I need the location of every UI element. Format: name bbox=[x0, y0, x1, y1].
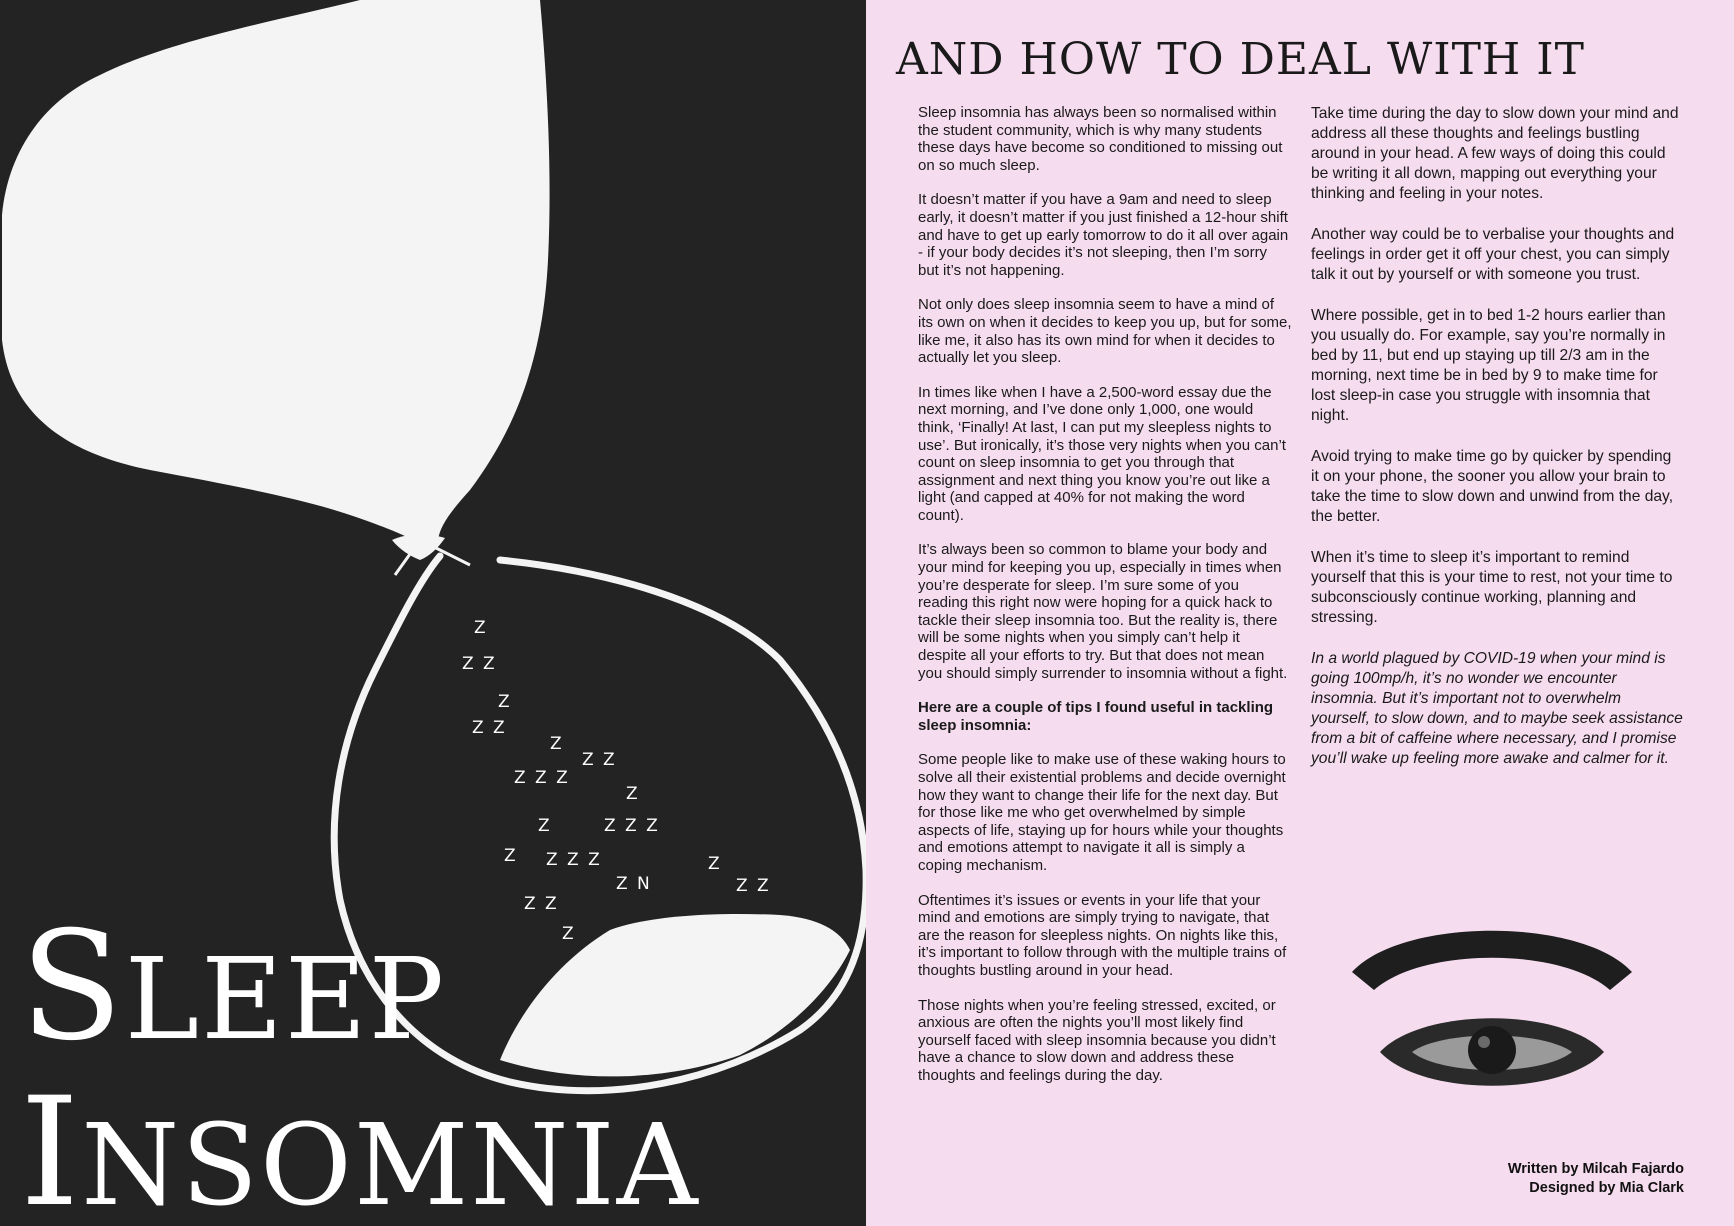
zzz-mark: Z bbox=[708, 854, 722, 874]
zzz-mark: Z Z Z bbox=[546, 850, 602, 870]
written-by: Written by Milcah Fajardo bbox=[1507, 1161, 1684, 1177]
designed-by: Designed by Mia Clark bbox=[1529, 1180, 1684, 1196]
zzz-mark: Z N bbox=[616, 874, 652, 894]
paragraph: It’s always been so common to blame your body and your mind for keeping you up, especially in times when you’re desperate for sleep. I’m sure some of you reading this right now were hoping for a quick hack to tackle their sleep insomnia too. But the reality is, there will be some nights when you simply can’t help it despite all your efforts to try. But that does not mean you should simply surrender to insomnia without a fight. bbox=[918, 541, 1288, 682]
paragraph: Some people like to make use of these waking hours to solve all their existential problems and decide overnight how they want to change their life for the next day. But for those like me who get overwhelmed by simple aspects of life, staying up for hours while your thoughts and emotions attempt to navigate it all is simply a coping mechanism. bbox=[918, 751, 1286, 874]
zzz-mark: Z Z Z bbox=[604, 816, 660, 836]
zzz-mark: Z Z bbox=[524, 894, 559, 914]
zzz-mark: Z Z bbox=[472, 718, 507, 738]
zzz-mark: Z Z bbox=[462, 654, 497, 674]
zzz-mark: Z Z Z bbox=[514, 768, 570, 788]
zzz-mark: Z bbox=[562, 924, 576, 944]
zzz-mark: Z bbox=[538, 816, 552, 836]
hourglass-sand-pile bbox=[500, 914, 850, 1076]
tips-heading: Here are a couple of tips I found useful in tackling sleep insomnia: bbox=[918, 699, 1274, 734]
zzz-mark: Z bbox=[504, 846, 518, 866]
paragraph: Where possible, get in to bed 1-2 hours earlier than you usually do. For example, say you’re normally in bed by 11, but end up staying up till 2/3 am in the morning, next time be in bed by 9 to make time for lost sleep-in case you struggle with insomnia that night. bbox=[1311, 307, 1666, 424]
article-column-2 bbox=[1311, 104, 1683, 790]
article-page bbox=[866, 0, 1734, 1226]
paragraph: Another way could be to verbalise your thoughts and feelings in order get it off your chest, you can simply talk it out by yourself or with someone you trust. bbox=[1311, 226, 1675, 283]
closing-paragraph: In a world plagued by COVID-19 when your mind is going 100mp/h, it’s no wonder we encounter insomnia. But it’s important not to overwhelm yourself, to slow down, and to maybe seek assistance from a bit of caffeine where necessary, and I promise you’ll wake up feeling more awake and calmer for it. bbox=[1311, 650, 1683, 767]
credits bbox=[1508, 1160, 1684, 1198]
zzz-mark: Z Z bbox=[736, 876, 771, 896]
zzz-mark: Z bbox=[550, 734, 564, 754]
title-initial: S bbox=[20, 900, 125, 1074]
title-initial: I bbox=[20, 1066, 82, 1226]
zzz-mark: Z bbox=[626, 784, 640, 804]
paragraph: Avoid trying to make time go by quicker by spending it on your phone, the sooner you allow your brain to take the time to slow down and unwind from the day, the better. bbox=[1311, 448, 1674, 525]
eyebrow-shape bbox=[1352, 931, 1632, 990]
cover-title-line-1 bbox=[20, 900, 447, 1074]
paragraph: Those nights when you’re feeling stressed, excited, or anxious are often the nights you’ll most likely find yourself faced with sleep insomnia because you didn’t have a chance to slow down and address these thoughts and feelings during the day. bbox=[918, 996, 1276, 1084]
zzz-mark: Z bbox=[474, 618, 488, 638]
paragraph: Take time during the day to slow down your mind and address all these thoughts and feelings bustling around in your head. A few ways of doing this could be writing it all down, mapping out everything your thinking and feeling in your notes. bbox=[1311, 105, 1679, 202]
eye-icon bbox=[1342, 912, 1642, 1102]
paragraph: Sleep insomnia has always been so normalised within the student community, which is why many students these days have become so conditioned to missing out on so much sleep. bbox=[918, 104, 1283, 174]
cover-title-line-2 bbox=[20, 1066, 700, 1226]
eye-iris bbox=[1468, 1026, 1516, 1074]
zzz-mark: Z Z bbox=[582, 750, 617, 770]
eye-highlight bbox=[1478, 1036, 1490, 1048]
paragraph: Not only does sleep insomnia seem to have a mind of its own on when it decides to keep you up, but for some, like me, it also has its own mind for when it decides to actually let you sleep. bbox=[918, 296, 1292, 367]
cover-page bbox=[0, 0, 866, 1226]
hourglass-top-bulb bbox=[2, 0, 550, 544]
title-rest: NSOMNIA bbox=[81, 1101, 700, 1226]
paragraph: Oftentimes it’s issues or events in your life that your mind and emotions are simply trying to navigate, that are the reason for sleepless nights. On nights like this, it’s important to follow through with the multiple trains of thoughts bustling around in your head. bbox=[918, 891, 1287, 979]
paragraph: In times like when I have a 2,500-word essay due the next morning, and I’ve done only 1,000, one would think, ‘Finally! At last, I can put my sleepless nights to use’. But ironically, it’s those very nights when you can’t count on sleep insomnia to get you through that assignment and next thing you know you’re out like a light (and capped at 40% for not making the word count). bbox=[918, 383, 1286, 524]
article-column-1 bbox=[918, 104, 1292, 1102]
article-heading: AND HOW TO DEAL WITH IT bbox=[896, 34, 1586, 85]
paragraph: When it’s time to sleep it’s important to remind yourself that this is your time to rest, not your time to subconsciously continue working, planning and stressing. bbox=[1311, 549, 1673, 626]
zzz-mark: Z bbox=[498, 692, 512, 712]
title-rest: LEEP bbox=[124, 935, 447, 1065]
paragraph: It doesn’t matter if you have a 9am and need to sleep early, it doesn’t matter if you just finished a 12-hour shift and have to get up early tomorrow to do it all over again - if your body decides it’s not sleeping, then I’m sorry but it’s not happening. bbox=[918, 191, 1289, 279]
